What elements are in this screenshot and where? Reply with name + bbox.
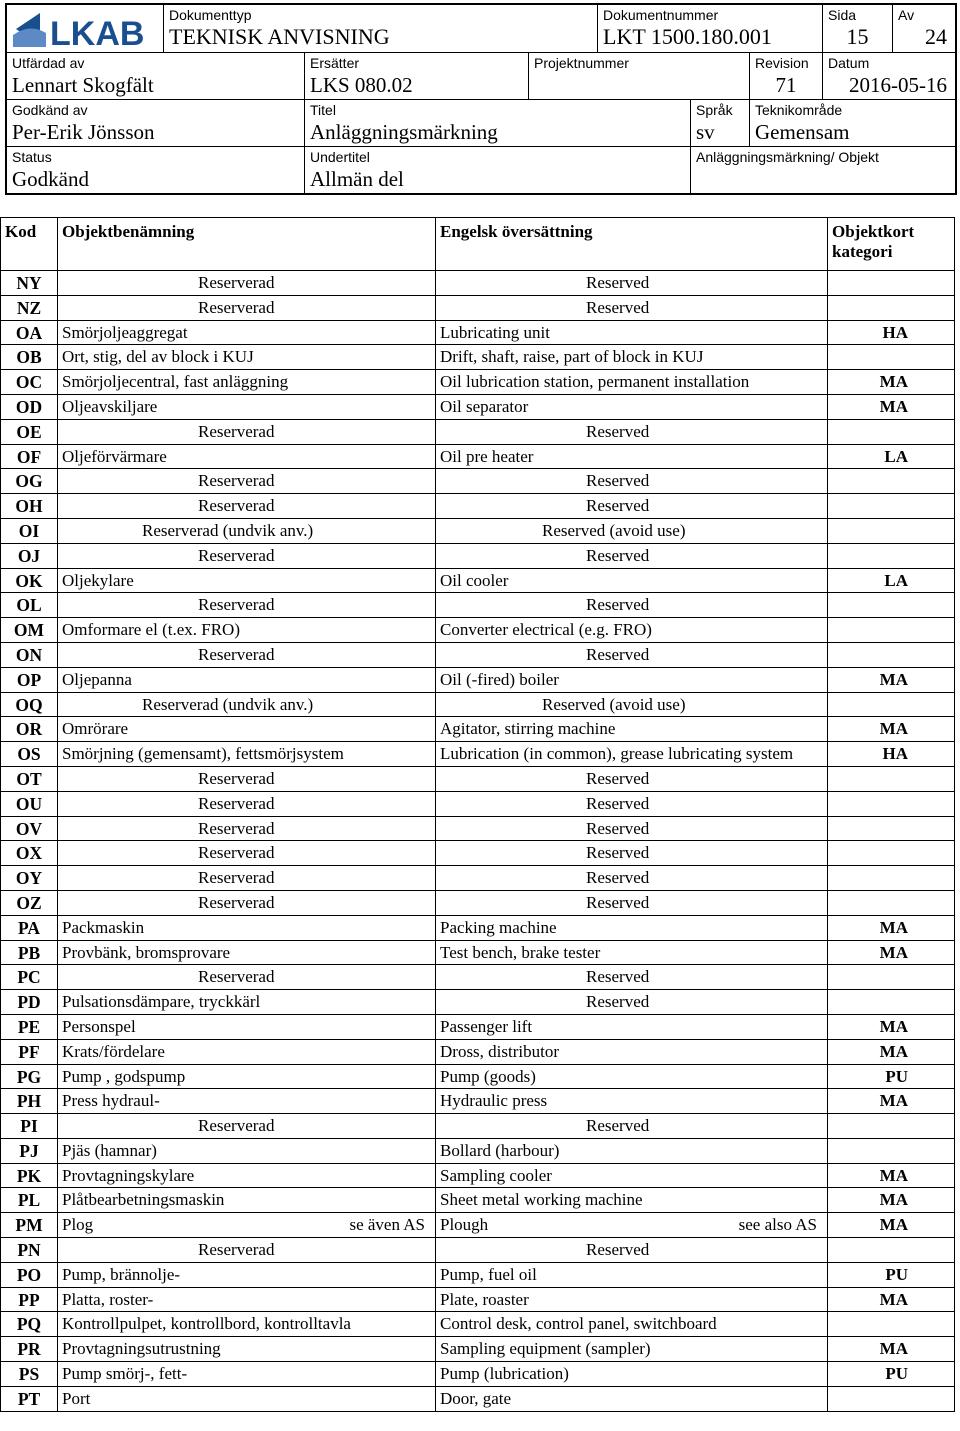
object-name-sv: Personspel: [58, 1014, 436, 1039]
table-row: [1, 1213, 955, 1238]
object-name-sv: Reserverad: [58, 642, 436, 667]
tech-area-sub-label: Anläggningsmärkning/ Objekt: [696, 149, 879, 165]
object-code: PE: [1, 1014, 58, 1039]
object-name-sv: Pump smörj-, fett-: [58, 1362, 436, 1387]
object-name-sv: Reserverad: [58, 295, 436, 320]
tech-area-value: Gemensam: [755, 120, 850, 144]
object-code-table: [0, 217, 955, 1412]
doc-type-cell: [164, 5, 598, 53]
object-name-en: Drift, shaft, raise, part of block in KUJ: [436, 345, 828, 370]
object-code: PD: [1, 990, 58, 1015]
replaces-value: LKS 080.02: [310, 73, 413, 97]
subtitle-label: Undertitel: [310, 149, 370, 165]
table-row: [1, 940, 955, 965]
object-card-category: [828, 1238, 955, 1263]
table-row: [1, 543, 955, 568]
object-code: OB: [1, 345, 58, 370]
revision-label: Revision: [755, 55, 809, 71]
table-row: [1, 1188, 955, 1213]
object-code: PJ: [1, 1138, 58, 1163]
object-code: OG: [1, 469, 58, 494]
object-card-category: [828, 1114, 955, 1139]
object-card-category: MA: [828, 1039, 955, 1064]
object-code: NY: [1, 271, 58, 296]
object-card-category: [828, 419, 955, 444]
of-value: 24: [925, 24, 947, 49]
table-row: [1, 1312, 955, 1337]
object-name-sv: Reserverad: [58, 1114, 436, 1139]
object-code: OK: [1, 568, 58, 593]
object-code: OL: [1, 593, 58, 618]
of-cell: [893, 5, 955, 53]
object-name-sv: Press hydraul-: [58, 1089, 436, 1114]
object-name-en: Passenger lift: [436, 1014, 828, 1039]
object-card-category: [828, 1386, 955, 1411]
of-label: Av: [898, 7, 915, 23]
object-name-en: Reserved: [436, 419, 828, 444]
object-name-en: Sampling equipment (sampler): [436, 1337, 828, 1362]
object-name-en: Reserved (avoid use): [436, 518, 828, 543]
object-name-sv: Oljepanna: [58, 667, 436, 692]
object-name-en: Reserved: [436, 816, 828, 841]
object-name-en: Reserved: [436, 791, 828, 816]
object-code: PL: [1, 1188, 58, 1213]
object-card-category: LA: [828, 444, 955, 469]
project-number-label: Projektnummer: [534, 55, 629, 71]
object-name-sv: Platta, roster-: [58, 1287, 436, 1312]
object-name-sv: Pjäs (hamnar): [58, 1138, 436, 1163]
object-card-category: [828, 593, 955, 618]
table-row: [1, 1114, 955, 1139]
table-row: [1, 990, 955, 1015]
table-row: [1, 1138, 955, 1163]
object-card-category: [828, 816, 955, 841]
date-cell: [823, 53, 955, 100]
object-code: OJ: [1, 543, 58, 568]
object-name-en: Reserved: [436, 990, 828, 1015]
object-name-sv: Pump, brännolje-: [58, 1262, 436, 1287]
object-name-sv: Reserverad: [58, 271, 436, 296]
object-code: OR: [1, 717, 58, 742]
logo-cell: [7, 5, 164, 53]
object-name-en: Pump (lubrication): [436, 1362, 828, 1387]
object-card-category: MA: [828, 1188, 955, 1213]
table-body: [1, 271, 955, 1412]
object-card-category: MA: [828, 1287, 955, 1312]
object-name-en: Reserved: [436, 593, 828, 618]
col-header-en: Engelsk översättning: [436, 218, 828, 271]
object-name-en: Oil pre heater: [436, 444, 828, 469]
object-name-en: Lubrication (in common), grease lubricating system: [436, 742, 828, 767]
object-name-en: Sheet metal working machine: [436, 1188, 828, 1213]
object-code: PC: [1, 965, 58, 990]
object-name-en: Hydraulic press: [436, 1089, 828, 1114]
page-label: Sida: [828, 7, 857, 23]
doc-number-value: LKT 1500.180.001: [603, 24, 772, 49]
table-row: [1, 618, 955, 643]
object-card-category: PU: [828, 1262, 955, 1287]
object-card-category: [828, 618, 955, 643]
revision-cell: [750, 53, 823, 100]
object-name-sv: Packmaskin: [58, 915, 436, 940]
object-name-sv-text: Plog: [62, 1215, 94, 1235]
table-row: [1, 667, 955, 692]
table-row: [1, 717, 955, 742]
object-name-sv: Reserverad: [58, 543, 436, 568]
table-row: [1, 568, 955, 593]
object-card-category: [828, 990, 955, 1015]
object-name-en: Control desk, control panel, switchboard: [436, 1312, 828, 1337]
object-code: OD: [1, 394, 58, 419]
col-header-sv: Objektbenämning: [58, 218, 436, 271]
object-name-sv: Provtagningskylare: [58, 1163, 436, 1188]
object-card-category: [828, 890, 955, 915]
object-code: PG: [1, 1064, 58, 1089]
table-header-row: [1, 218, 955, 271]
object-name-sv: Reserverad (undvik anv.): [58, 518, 436, 543]
table-row: [1, 766, 955, 791]
object-code: OF: [1, 444, 58, 469]
table-row: [1, 1287, 955, 1312]
object-code: PH: [1, 1089, 58, 1114]
object-code: OP: [1, 667, 58, 692]
object-name-en: Reserved: [436, 543, 828, 568]
object-name-sv: Reserverad: [58, 593, 436, 618]
object-name-en: Reserved: [436, 965, 828, 990]
object-name-en: Oil cooler: [436, 568, 828, 593]
object-code: PF: [1, 1039, 58, 1064]
object-code: OU: [1, 791, 58, 816]
object-code: PP: [1, 1287, 58, 1312]
object-name-sv: Reserverad: [58, 866, 436, 891]
project-number-cell: [529, 53, 750, 100]
object-card-category: HA: [828, 320, 955, 345]
object-name-en: Oil (-fired) boiler: [436, 667, 828, 692]
date-value: 2016-05-16: [849, 73, 947, 97]
table-row: [1, 295, 955, 320]
tech-area-cell: [750, 100, 955, 147]
object-name-sv: Pump , godspump: [58, 1064, 436, 1089]
lkab-logo: [10, 7, 160, 51]
table-row: [1, 841, 955, 866]
object-name-en: Bollard (harbour): [436, 1138, 828, 1163]
object-name-en: Lubricating unit: [436, 320, 828, 345]
table-row: [1, 965, 955, 990]
object-card-category: [828, 345, 955, 370]
object-name-sv: [58, 1213, 436, 1238]
object-card-category: [828, 1138, 955, 1163]
table-row: [1, 1337, 955, 1362]
object-code: ON: [1, 642, 58, 667]
table-row: [1, 1262, 955, 1287]
object-name-sv: Reserverad: [58, 766, 436, 791]
table-row: [1, 1064, 955, 1089]
object-name-sv: Kontrollpulpet, kontrollbord, kontrolltavla: [58, 1312, 436, 1337]
object-name-sv: Omformare el (t.ex. FRO): [58, 618, 436, 643]
object-name-en: [436, 1213, 828, 1238]
status-cell: [7, 147, 305, 193]
object-name-en: Reserved: [436, 841, 828, 866]
object-code: OT: [1, 766, 58, 791]
object-card-category: MA: [828, 1014, 955, 1039]
object-code: OA: [1, 320, 58, 345]
see-also-note-en: see also AS: [738, 1215, 817, 1235]
document-header: [5, 3, 957, 195]
table-row: [1, 1163, 955, 1188]
table-row: [1, 593, 955, 618]
object-name-en: Plate, roaster: [436, 1287, 828, 1312]
table-row: [1, 469, 955, 494]
object-name-sv: Smörjning (gemensamt), fettsmörjsystem: [58, 742, 436, 767]
object-code: PN: [1, 1238, 58, 1263]
object-card-category: MA: [828, 1213, 955, 1238]
object-code: PM: [1, 1213, 58, 1238]
title-cell: [305, 100, 691, 147]
object-code: OM: [1, 618, 58, 643]
object-name-sv: Port: [58, 1386, 436, 1411]
subtitle-value: Allmän del: [310, 167, 404, 191]
object-code: NZ: [1, 295, 58, 320]
object-card-category: [828, 965, 955, 990]
object-name-en: Reserved: [436, 890, 828, 915]
object-code: OH: [1, 494, 58, 519]
object-name-en: Converter electrical (e.g. FRO): [436, 618, 828, 643]
language-label: Språk: [696, 102, 733, 118]
language-value: sv: [696, 120, 715, 144]
object-name-sv: Oljeavskiljare: [58, 394, 436, 419]
object-code: PT: [1, 1386, 58, 1411]
object-name-en: Reserved (avoid use): [436, 692, 828, 717]
object-name-sv: Reserverad (undvik anv.): [58, 692, 436, 717]
object-card-category: [828, 791, 955, 816]
language-cell: [691, 100, 750, 147]
object-name-sv: Oljeförvärmare: [58, 444, 436, 469]
object-name-sv: Ort, stig, del av block i KUJ: [58, 345, 436, 370]
table-row: [1, 394, 955, 419]
object-card-category: [828, 866, 955, 891]
table-row: [1, 742, 955, 767]
object-card-category: MA: [828, 940, 955, 965]
object-code: PB: [1, 940, 58, 965]
page-cell: [823, 5, 893, 53]
object-name-en: Packing machine: [436, 915, 828, 940]
table-row: [1, 320, 955, 345]
object-name-en: Agitator, stirring machine: [436, 717, 828, 742]
replaces-cell: [305, 53, 529, 100]
object-code: OS: [1, 742, 58, 767]
table-row: [1, 444, 955, 469]
logo-text: LKAB: [50, 15, 145, 51]
object-name-en: Oil separator: [436, 394, 828, 419]
object-name-sv: Reserverad: [58, 1238, 436, 1263]
object-code: PQ: [1, 1312, 58, 1337]
table-row: [1, 915, 955, 940]
approved-by-value: Per-Erik Jönsson: [12, 120, 155, 144]
table-row: [1, 1238, 955, 1263]
object-name-sv: Pulsationsdämpare, tryckkärl: [58, 990, 436, 1015]
object-card-category: [828, 642, 955, 667]
approved-by-label: Godkänd av: [12, 102, 88, 118]
object-code: PR: [1, 1337, 58, 1362]
object-name-sv: Smörjoljecentral, fast anläggning: [58, 370, 436, 395]
table-row: [1, 816, 955, 841]
object-code: OE: [1, 419, 58, 444]
object-card-category: MA: [828, 915, 955, 940]
object-name-en-text: Plough: [440, 1215, 489, 1235]
col-header-category-line2: kategori: [832, 242, 893, 261]
table-row: [1, 1014, 955, 1039]
object-code: OX: [1, 841, 58, 866]
object-name-sv: Provbänk, bromsprovare: [58, 940, 436, 965]
doc-type-value: TEKNISK ANVISNING: [169, 24, 390, 49]
object-name-en: Oil lubrication station, permanent installation: [436, 370, 828, 395]
table-row: [1, 518, 955, 543]
object-name-sv: Reserverad: [58, 791, 436, 816]
object-name-en: Door, gate: [436, 1386, 828, 1411]
object-code: PO: [1, 1262, 58, 1287]
table-row: [1, 1386, 955, 1411]
object-card-category: MA: [828, 370, 955, 395]
object-card-category: PU: [828, 1362, 955, 1387]
title-value: Anläggningsmärkning: [310, 120, 498, 144]
object-card-category: [828, 841, 955, 866]
date-label: Datum: [828, 55, 870, 71]
object-card-category: MA: [828, 1337, 955, 1362]
table-row: [1, 1362, 955, 1387]
object-name-en: Sampling cooler: [436, 1163, 828, 1188]
col-header-code: Kod: [1, 218, 58, 271]
object-code: PI: [1, 1114, 58, 1139]
object-name-sv: Reserverad: [58, 494, 436, 519]
object-name-en: Reserved: [436, 766, 828, 791]
replaces-label: Ersätter: [310, 55, 360, 71]
table-row: [1, 419, 955, 444]
table-row: [1, 866, 955, 891]
issued-by-value: Lennart Skogfält: [12, 73, 154, 97]
table-row: [1, 370, 955, 395]
table-row: [1, 642, 955, 667]
object-code: OZ: [1, 890, 58, 915]
object-code: OC: [1, 370, 58, 395]
doc-number-cell: [598, 5, 823, 53]
object-card-category: [828, 494, 955, 519]
subtitle-cell: [305, 147, 691, 193]
object-name-en: Pump, fuel oil: [436, 1262, 828, 1287]
object-card-category: LA: [828, 568, 955, 593]
issued-by-label: Utfärdad av: [12, 55, 85, 71]
object-card-category: MA: [828, 667, 955, 692]
object-card-category: [828, 271, 955, 296]
issued-by-cell: [7, 53, 305, 100]
revision-value: 71: [775, 73, 797, 97]
object-name-sv: Reserverad: [58, 816, 436, 841]
object-card-category: [828, 295, 955, 320]
object-code: OI: [1, 518, 58, 543]
object-code: OY: [1, 866, 58, 891]
status-value: Godkänd: [12, 167, 89, 191]
object-name-sv: Reserverad: [58, 419, 436, 444]
object-name-sv: Omrörare: [58, 717, 436, 742]
status-label: Status: [12, 149, 52, 165]
doc-number-label: Dokumentnummer: [603, 7, 719, 23]
object-name-en: Reserved: [436, 295, 828, 320]
object-name-en: Reserved: [436, 271, 828, 296]
tech-area-label: Teknikområde: [755, 102, 843, 118]
object-card-category: [828, 518, 955, 543]
object-name-en: Reserved: [436, 866, 828, 891]
object-card-category: [828, 1312, 955, 1337]
col-header-category-line1: Objektkort: [832, 222, 915, 241]
table-row: [1, 271, 955, 296]
table-row: [1, 345, 955, 370]
object-code: PS: [1, 1362, 58, 1387]
object-name-en: Test bench, brake tester: [436, 940, 828, 965]
object-code: OV: [1, 816, 58, 841]
object-card-category: PU: [828, 1064, 955, 1089]
table-row: [1, 890, 955, 915]
object-card-category: MA: [828, 1163, 955, 1188]
object-name-sv: Oljekylare: [58, 568, 436, 593]
object-card-category: MA: [828, 394, 955, 419]
object-code: PK: [1, 1163, 58, 1188]
object-name-sv: Reserverad: [58, 469, 436, 494]
object-card-category: MA: [828, 1089, 955, 1114]
object-name-en: Dross, distributor: [436, 1039, 828, 1064]
object-name-sv: Reserverad: [58, 965, 436, 990]
object-code: OQ: [1, 692, 58, 717]
doc-type-label: Dokumenttyp: [169, 7, 252, 23]
table-row: [1, 692, 955, 717]
page-value: 15: [846, 24, 869, 49]
object-card-category: [828, 766, 955, 791]
object-card-category: MA: [828, 717, 955, 742]
object-name-sv: Smörjoljeaggregat: [58, 320, 436, 345]
tech-area-sub-cell: [691, 147, 955, 193]
object-code: PA: [1, 915, 58, 940]
table-row: [1, 791, 955, 816]
object-card-category: [828, 692, 955, 717]
table-row: [1, 494, 955, 519]
table-row: [1, 1039, 955, 1064]
see-also-note-sv: se även AS: [349, 1215, 425, 1235]
object-card-category: HA: [828, 742, 955, 767]
object-card-category: [828, 469, 955, 494]
object-name-en: Reserved: [436, 494, 828, 519]
object-name-en: Reserved: [436, 469, 828, 494]
object-name-sv: Reserverad: [58, 841, 436, 866]
object-name-en: Reserved: [436, 1238, 828, 1263]
title-label: Titel: [310, 102, 336, 118]
object-name-sv: Krats/fördelare: [58, 1039, 436, 1064]
col-header-category: [828, 218, 955, 271]
object-name-sv: Provtagningsutrustning: [58, 1337, 436, 1362]
object-name-sv: Reserverad: [58, 890, 436, 915]
object-name-en: Reserved: [436, 1114, 828, 1139]
object-card-category: [828, 543, 955, 568]
object-name-sv: Plåtbearbetningsmaskin: [58, 1188, 436, 1213]
table-row: [1, 1089, 955, 1114]
object-name-en: Reserved: [436, 642, 828, 667]
approved-by-cell: [7, 100, 305, 147]
object-name-en: Pump (goods): [436, 1064, 828, 1089]
